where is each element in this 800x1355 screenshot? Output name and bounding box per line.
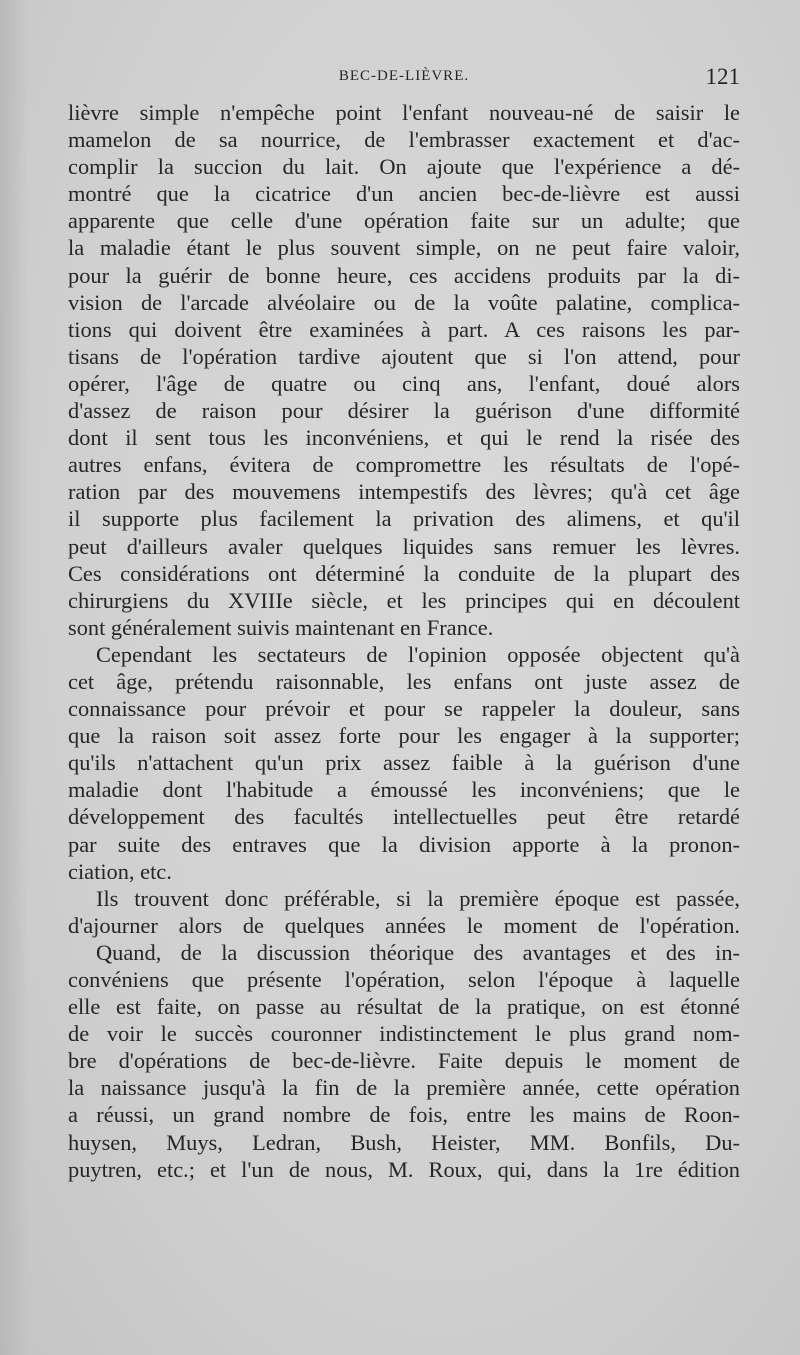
text-line: convéniens que présente l'opération, selon l'époque à laquelle bbox=[68, 967, 740, 992]
text-line: il supporte plus facilement la privation des alimens, et qu'il bbox=[68, 506, 740, 532]
text-line: qu'ils n'attachent qu'un prix assez faible à la guérison d'une bbox=[68, 750, 740, 776]
page-number: 121 bbox=[705, 64, 740, 89]
text-line: bre d'opérations de bec-de-lièvre. Faite depuis le moment de bbox=[68, 1048, 740, 1074]
text-line: lièvre simple n'empêche point l'enfant nouveau-né de saisir le bbox=[68, 100, 740, 125]
text-line: montré que la cicatrice d'un ancien bec-de-lièvre est aussi bbox=[68, 181, 740, 207]
text-line: pour la guérir de bonne heure, ces accidens produits par la di- bbox=[68, 262, 740, 288]
text-line: que la raison soit assez forte pour les engager à la supporter; bbox=[68, 723, 740, 749]
text-line: connaissance pour prévoir et pour se rappeler la douleur, sans bbox=[68, 696, 740, 722]
text-line: elle est faite, on passe au résultat de la pratique, on est étonné bbox=[68, 994, 740, 1020]
text-line: d'assez de raison pour désirer la guérison d'une difformité bbox=[68, 398, 740, 424]
text-line: opérer, l'âge de quatre ou cinq ans, l'enfant, doué alors bbox=[68, 370, 740, 396]
text-line: la naissance jusqu'à la fin de la première année, cette opération bbox=[68, 1075, 740, 1101]
text-line: la maladie étant le plus souvent simple, on ne peut faire valoir, bbox=[68, 235, 740, 261]
text-line: huysen, Muys, Ledran, Bush, Heister, MM. Bonfils, Du- bbox=[68, 1129, 740, 1155]
text-line: ration par des mouvemens intempestifs des lèvres; qu'à cet âge bbox=[68, 479, 740, 505]
text-line: dont il sent tous les inconvéniens, et qui le rend la risée des bbox=[68, 425, 740, 451]
text-line: Cependant les sectateurs de l'opinion opposée objectent qu'à bbox=[96, 641, 740, 667]
text-line: a réussi, un grand nombre de fois, entre les mains de Roon- bbox=[68, 1102, 740, 1128]
text-line: Ces considérations ont déterminé la conduite de la plupart des bbox=[68, 560, 740, 586]
running-head: BEC-DE-LIÈVRE. bbox=[338, 68, 470, 84]
page-header bbox=[68, 64, 740, 94]
text-line: par suite des entraves que la division apporte à la pronon- bbox=[68, 831, 740, 857]
text-line: Ils trouvent donc préférable, si la première époque est passée, bbox=[96, 885, 740, 911]
text-line: peut d'ailleurs avaler quelques liquides sans remuer les lèvres. bbox=[68, 533, 740, 559]
text-line: tions qui doivent être examinées à part. A ces raisons les par- bbox=[68, 316, 740, 342]
body-text bbox=[68, 99, 740, 1183]
gutter-shadow bbox=[0, 0, 28, 1355]
text-line: apparente que celle d'une opération faite sur un adulte; que bbox=[68, 208, 740, 234]
text-line: chirurgiens du XVIIIe siècle, et les principes qui en découlent bbox=[68, 587, 740, 613]
text-line: Quand, de la discussion théorique des avantages et des in- bbox=[96, 939, 740, 965]
text-line: de voir le succès couronner indistinctement le plus grand nom- bbox=[68, 1021, 740, 1047]
text-line: mamelon de sa nourrice, de l'embrasser exactement et d'ac- bbox=[68, 127, 740, 153]
text-line: d'ajourner alors de quelques années le moment de l'opération. bbox=[68, 912, 740, 938]
text-line: autres enfans, évitera de compromettre les résultats de l'opé- bbox=[68, 452, 740, 478]
text-line: maladie dont l'habitude a émoussé les inconvéniens; que le bbox=[68, 777, 740, 803]
text-line: sont généralement suivis maintenant en France. bbox=[68, 614, 494, 640]
text-line: ciation, etc. bbox=[68, 858, 172, 884]
text-line: cet âge, prétendu raisonnable, les enfans ont juste assez de bbox=[68, 668, 740, 694]
text-line: complir la succion du lait. On ajoute que l'expérience a dé- bbox=[68, 154, 740, 180]
text-line: développement des facultés intellectuelles peut être retardé bbox=[68, 804, 740, 830]
text-line: puytren, etc.; et l'un de nous, M. Roux, qui, dans la 1re édition bbox=[68, 1156, 740, 1182]
text-line: tisans de l'opération tardive ajoutent que si l'on attend, pour bbox=[68, 343, 740, 369]
text-line: vision de l'arcade alvéolaire ou de la voûte palatine, complica- bbox=[68, 289, 740, 315]
